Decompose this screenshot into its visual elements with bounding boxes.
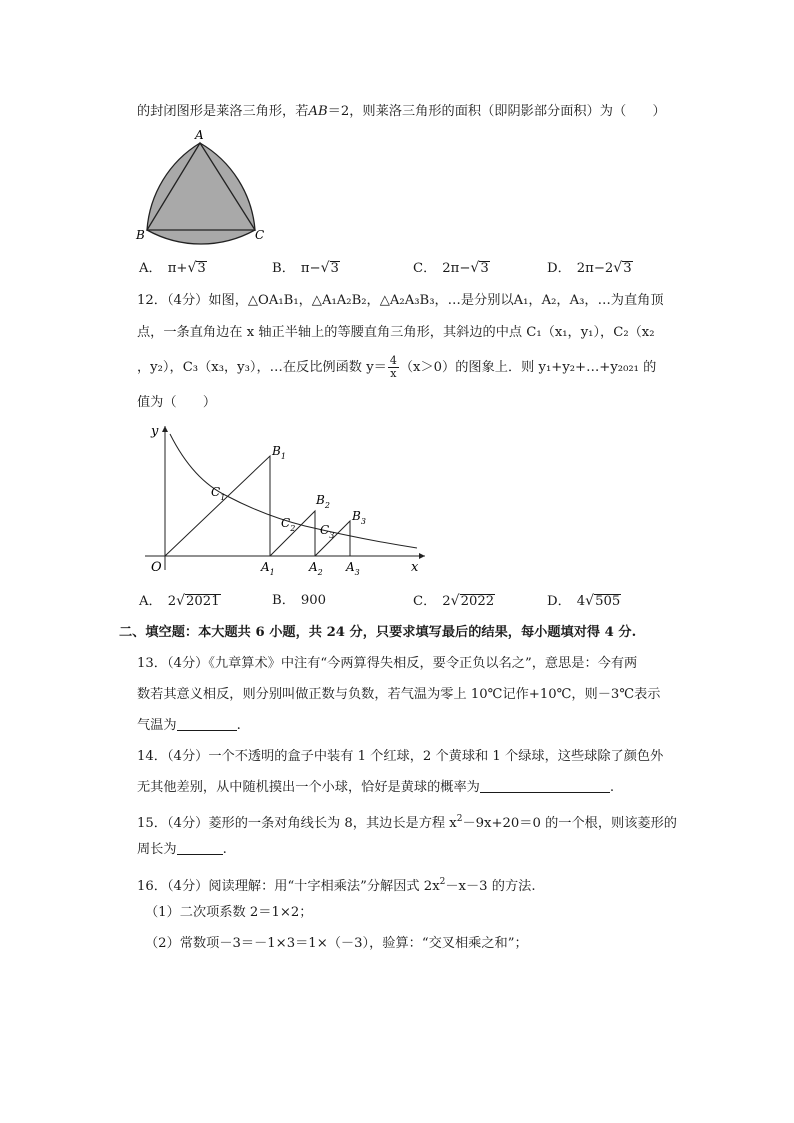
origin-label: O — [151, 560, 162, 575]
q13-answer-blank[interactable] — [177, 718, 237, 731]
label-c3: $C_3$ — [320, 523, 335, 540]
q16-line-1: 16．（4分）阅读理解：用“十字相乘法”分解因式 $2x^2-x-3$ 的方法. — [137, 877, 536, 894]
label-c2: $C_2$ — [281, 516, 296, 533]
q12-line-4: 值为（ ） — [137, 395, 217, 410]
section-2-heading: 二、填空题：本大题共 6 小题，共 24 分，只要求填写最后的结果，每小题填对得 4 分. — [119, 625, 637, 640]
q14-line-1: 14．（4分）一个不透明的盒子中装有 1 个红球，2 个黄球和 1 个绿球，这些球除了颜色外 — [137, 749, 664, 764]
label-b3: $B_3$ — [352, 509, 366, 526]
label-b1: $B_1$ — [272, 444, 286, 461]
label-a1: $A_1$ — [261, 560, 275, 577]
q14-line-2: 无其他差别，从中随机摸出一个小球，恰好是黄球的概率为 . — [137, 780, 615, 795]
q12-option-c: C． 2√2022 — [413, 593, 495, 609]
q11-option-d: D． 2π−2√3 — [547, 260, 632, 276]
q12-line-1: 12．（4分）如图，△OA₁B₁，△A₁A₂B₂，△A₂A₃B₃，…是分别以A₁，A₂，A₃，…为直角顶 — [137, 293, 664, 308]
q11-option-a: A． π+√3 — [139, 260, 206, 276]
axis-label-x: x — [411, 560, 419, 575]
q15-answer-blank[interactable] — [177, 842, 223, 855]
q12-line-3: ，y₂），C₃（x₃，y₃），…在反比例函数 y＝ $\frac{4}{x}$ （x＞0）的图象上．则 y₁+y₂+…+y₂₀₂₁ 的 — [137, 354, 657, 380]
q12-option-d: D． 4√505 — [547, 593, 621, 609]
label-b2: $B_2$ — [316, 493, 330, 510]
q12-option-a: A． 2√2021 — [139, 593, 220, 609]
q15-line-1: 15．（4分）菱形的一条对角线长为 8，其边长是方程 $x^2-9x+20=0$ 的一个根，则该菱形的 — [137, 814, 677, 831]
q12-option-b: B． 900 — [272, 593, 327, 608]
q11-ab: AB — [308, 104, 328, 119]
label-a2: $A_2$ — [309, 560, 323, 577]
reuleaux-triangle-figure — [134, 127, 274, 245]
q16-step-2: （2）常数项－3＝－1×3＝1×（－3），验算：“交叉相乘之和”； — [145, 936, 528, 951]
q15-line-2: 周长为 . — [137, 842, 227, 857]
q11-text: 的封闭图形是莱洛三角形，若AB＝2，则莱洛三角形的面积（即阴影部分面积）为（ ） — [137, 104, 666, 119]
reuleaux-shaded-region — [147, 143, 255, 244]
q13-line-1: 13．（4分）《九章算术》中注有“今两算得失相反，要令正负以名之”，意思是：今有两 — [137, 656, 638, 671]
label-a3: $A_3$ — [346, 560, 360, 577]
label-c1: $C_1$ — [211, 485, 226, 502]
q13-line-2: 数若其意义相反，则分别叫做正数与负数，若气温为零上 10℃记作+10℃，则－3℃表示 — [137, 687, 661, 702]
label-b: B — [136, 228, 145, 242]
q12-line-2: 点，一条直角边在 x 轴正半轴上的等腰直角三角形，其斜边的中点 C₁（x₁，y₁），C₂（x₂ — [137, 325, 655, 340]
q14-answer-blank[interactable] — [480, 780, 610, 793]
q12-graph — [145, 420, 445, 580]
q13-line-3: 气温为 . — [137, 718, 241, 733]
q11-option-b: B． π−√3 — [272, 260, 339, 276]
q11-option-c: C． 2π−√3 — [413, 260, 489, 276]
label-a: A — [195, 128, 204, 142]
label-c: C — [255, 228, 265, 242]
q16-step-1: （1）二次项系数 2＝1×2； — [145, 905, 313, 920]
q12-fraction: $\frac{4}{x}$ — [389, 354, 397, 380]
triangle-1 — [165, 456, 270, 556]
axis-label-y: y — [151, 424, 159, 439]
